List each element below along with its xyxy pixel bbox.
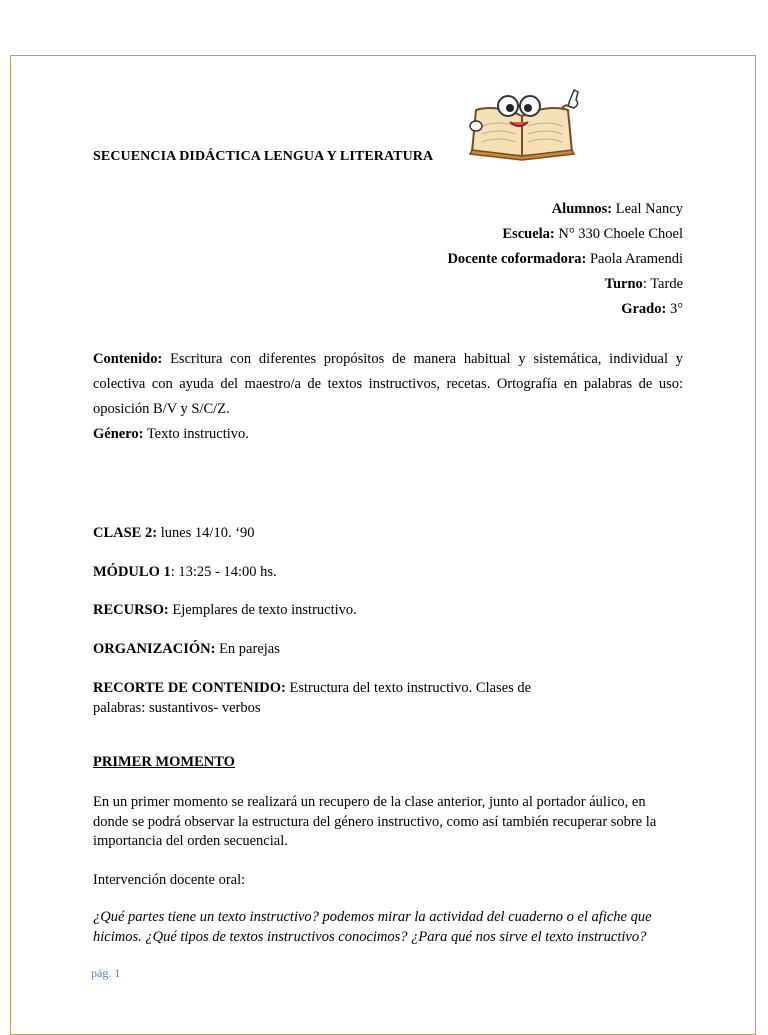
teacher-questions: ¿Qué partes tiene un texto instructivo? podemos mirar la actividad del cuaderno o el afiche que hicimos. ¿Qué tipos de textos instructivos conocimos? ¿Para qué nos sirve el texto instructivo? (93, 909, 652, 945)
info-escuela: Escuela: N° 330 Choele Choel (502, 226, 683, 242)
intervencion-label: Intervención docente oral: (93, 872, 246, 888)
primer-momento-heading: PRIMER MOMENTO (93, 754, 235, 770)
organizacion-line: ORGANIZACIÓN: En parejas (93, 641, 280, 657)
modulo-line: MÓDULO 1: 13:25 - 14:00 hs. (93, 564, 277, 580)
primer-momento-paragraph: En un primer momento se realizará un recupero de la clase anterior, junto al portador áulico, en donde se podrá observar la estructura del género instructivo, como así también recuperar sobre la importancia del orden secuencial. (93, 794, 657, 849)
document-title: SECUENCIA DIDÁCTICA LENGUA Y LITERATURA (93, 149, 434, 164)
info-turno: Turno: Tarde (604, 276, 683, 292)
info-alumnos: Alumnos: Leal Nancy (551, 201, 683, 217)
clase-line: CLASE 2: lunes 14/10. ‘90 (93, 525, 255, 541)
student-info (447, 197, 683, 322)
contenido-paragraph: Contenido: Escritura con diferentes propósitos de manera habitual y sistemática, individual y colectiva con ayuda del maestro/a de textos instructivos, recetas. Ortografía en palabras de uso: oposición B/V y S/C/Z. (93, 351, 683, 417)
recorte-paragraph: RECORTE DE CONTENIDO: Estructura del texto instructivo. Clases de palabras: sustantivos- verbos (93, 680, 532, 716)
info-docente: Docente coformadora: Paola Aramendi (447, 251, 683, 267)
page-number: pág. 1 (91, 966, 121, 980)
info-grado: Grado: 3° (621, 301, 683, 317)
genero-line: Género: Texto instructivo. (93, 426, 249, 442)
book-character-icon (466, 86, 582, 162)
recurso-line: RECURSO: Ejemplares de texto instructivo. (93, 602, 357, 618)
